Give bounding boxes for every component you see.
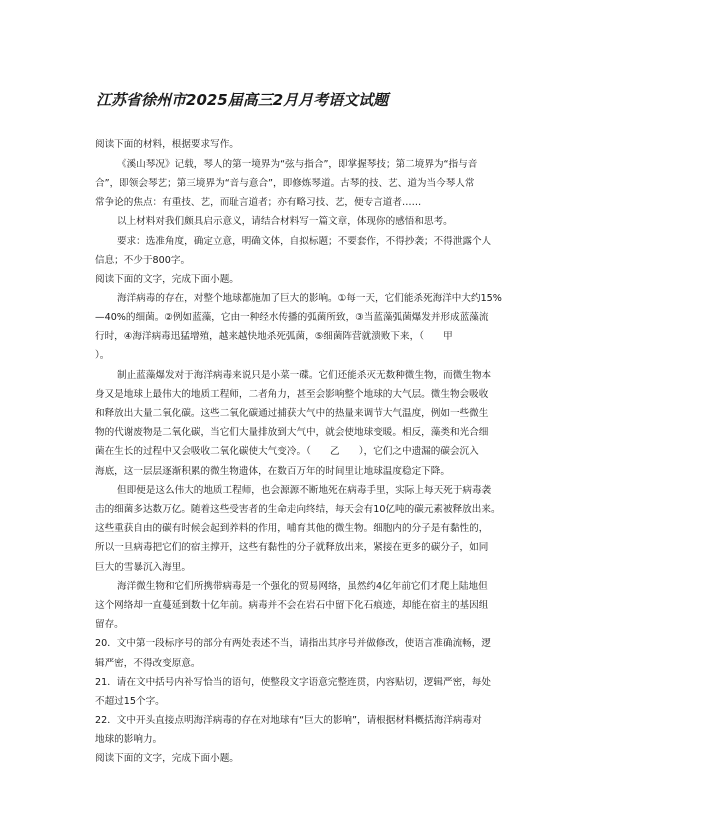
text-line: 身又是地球上最伟大的地质工程师，二者角力，甚至会影响整个地球的大气层。微生物会吸收 [95, 389, 489, 400]
document-title: 江苏省徐州市2025届高三2月月考语文试题 [96, 91, 389, 109]
text-line: 22．文中开头直接点明海洋病毒的存在对地球有“巨大的影响”，请根据材料概括海洋病毒对 [95, 715, 482, 726]
text-line: 21．请在文中括号内补写恰当的语句，使整段文字语意完整连贯，内容贴切，逻辑严密，每处 [95, 677, 491, 688]
text-line: 地球的影响力。 [95, 734, 163, 745]
text-line: 阅读下面的文字，完成下面小题。 [95, 274, 239, 285]
text-line: 以上材料对我们颇具启示意义，请结合材料写一篇文章，体现你的感悟和思考。 [117, 216, 453, 227]
text-line: 常争论的焦点：有重技、艺，而耻言道者；亦有略习技、艺，便专言道者…… [95, 197, 422, 208]
text-line: 海底，这一层层逐渐积累的微生物遗体，在数百万年的时间里让地球温度稳定下降。 [95, 466, 450, 477]
text-line: ）。 [95, 350, 110, 361]
text-line: 巨大的雪暴沉入海里。 [95, 562, 191, 573]
text-line: 所以一旦病毒把它们的宿主撑开，这些有黏性的分子就释放出来，紧接在更多的碳分子，如同 [95, 542, 489, 553]
text-line: 但即便是这么伟大的地质工程师，也会源源不断地死在病毒手里，实际上每天死于病毒袭 [117, 485, 492, 496]
text-line: 20．文中第一段标序号的部分有两处表述不当，请指出其序号并做修改，使语言准确流畅，逻 [95, 638, 491, 649]
text-line: 行时，④海洋病毒迅猛增殖，越来越快地杀死弧菌，⑤细菌阵营就溃败下来，（ 甲 [95, 331, 453, 342]
text-line: 击的细菌多达数万亿。随着这些受害者的生命走向终结，每天会有10亿吨的碳元素被释放出来。 [95, 504, 501, 515]
text-line: 不超过15个字。 [95, 696, 165, 707]
text-line: 辑严密，不得改变原意。 [95, 658, 201, 669]
text-line: 阅读下面的材料，根据要求写作。 [95, 139, 239, 150]
text-line: 物的代谢废物是二氧化碳，当它们大量排放到大气中，就会使地球变暖。相反，藻类和光合细 [95, 427, 489, 438]
text-line: 要求：选准角度，确定立意，明确文体，自拟标题；不要套作，不得抄袭；不得泄露个人 [117, 236, 492, 247]
text-line: 合”，即领会琴艺；第三境界为“音与意合”，即修炼琴道。古琴的技、艺、道为当今琴人常 [95, 178, 475, 189]
text-line: 海洋病毒的存在，对整个地球都施加了巨大的影响。①每一天，它们能杀死海洋中大约15% [117, 293, 502, 304]
text-line: 和释放出大量二氧化碳。这些二氧化碳通过捕获大气中的热量来调节大气温度，例如一些微生 [95, 408, 489, 419]
text-line: 留存。 [95, 619, 124, 630]
text-line: 制止蓝藻爆发对于海洋病毒来说只是小菜一碟。它们还能杀灭无数种微生物，而微生物本 [117, 370, 492, 381]
text-line: 信息；不少于800字。 [95, 255, 191, 266]
text-line: 这些重获自由的碳有时候会起到养料的作用，哺育其他的微生物。细胞内的分子是有黏性的， [95, 523, 489, 534]
text-line: 菌在生长的过程中又会吸收二氧化碳使大气变冷。（ 乙 ），它们之中遗漏的碳会沉入 [95, 446, 479, 457]
text-line: 阅读下面的文字，完成下面小题。 [95, 753, 239, 764]
text-line: —40%的细菌。②例如蓝藻，它由一种经水传播的弧菌所致，③当蓝藻弧菌爆发并形成蓝藻流 [95, 312, 489, 323]
text-line: 这个网络却一直蔓延到数十亿年前。病毒并不会在岩石中留下化石痕迹，却能在宿主的基因组 [95, 600, 489, 611]
text-line: 《溪山琴况》记载，琴人的第一境界为“弦与指合”，即掌握琴技；第二境界为“指与音 [117, 159, 478, 170]
text-line: 海洋微生物和它们所携带病毒是一个强化的贸易网络，虽然约4亿年前它们才爬上陆地但 [117, 581, 488, 592]
